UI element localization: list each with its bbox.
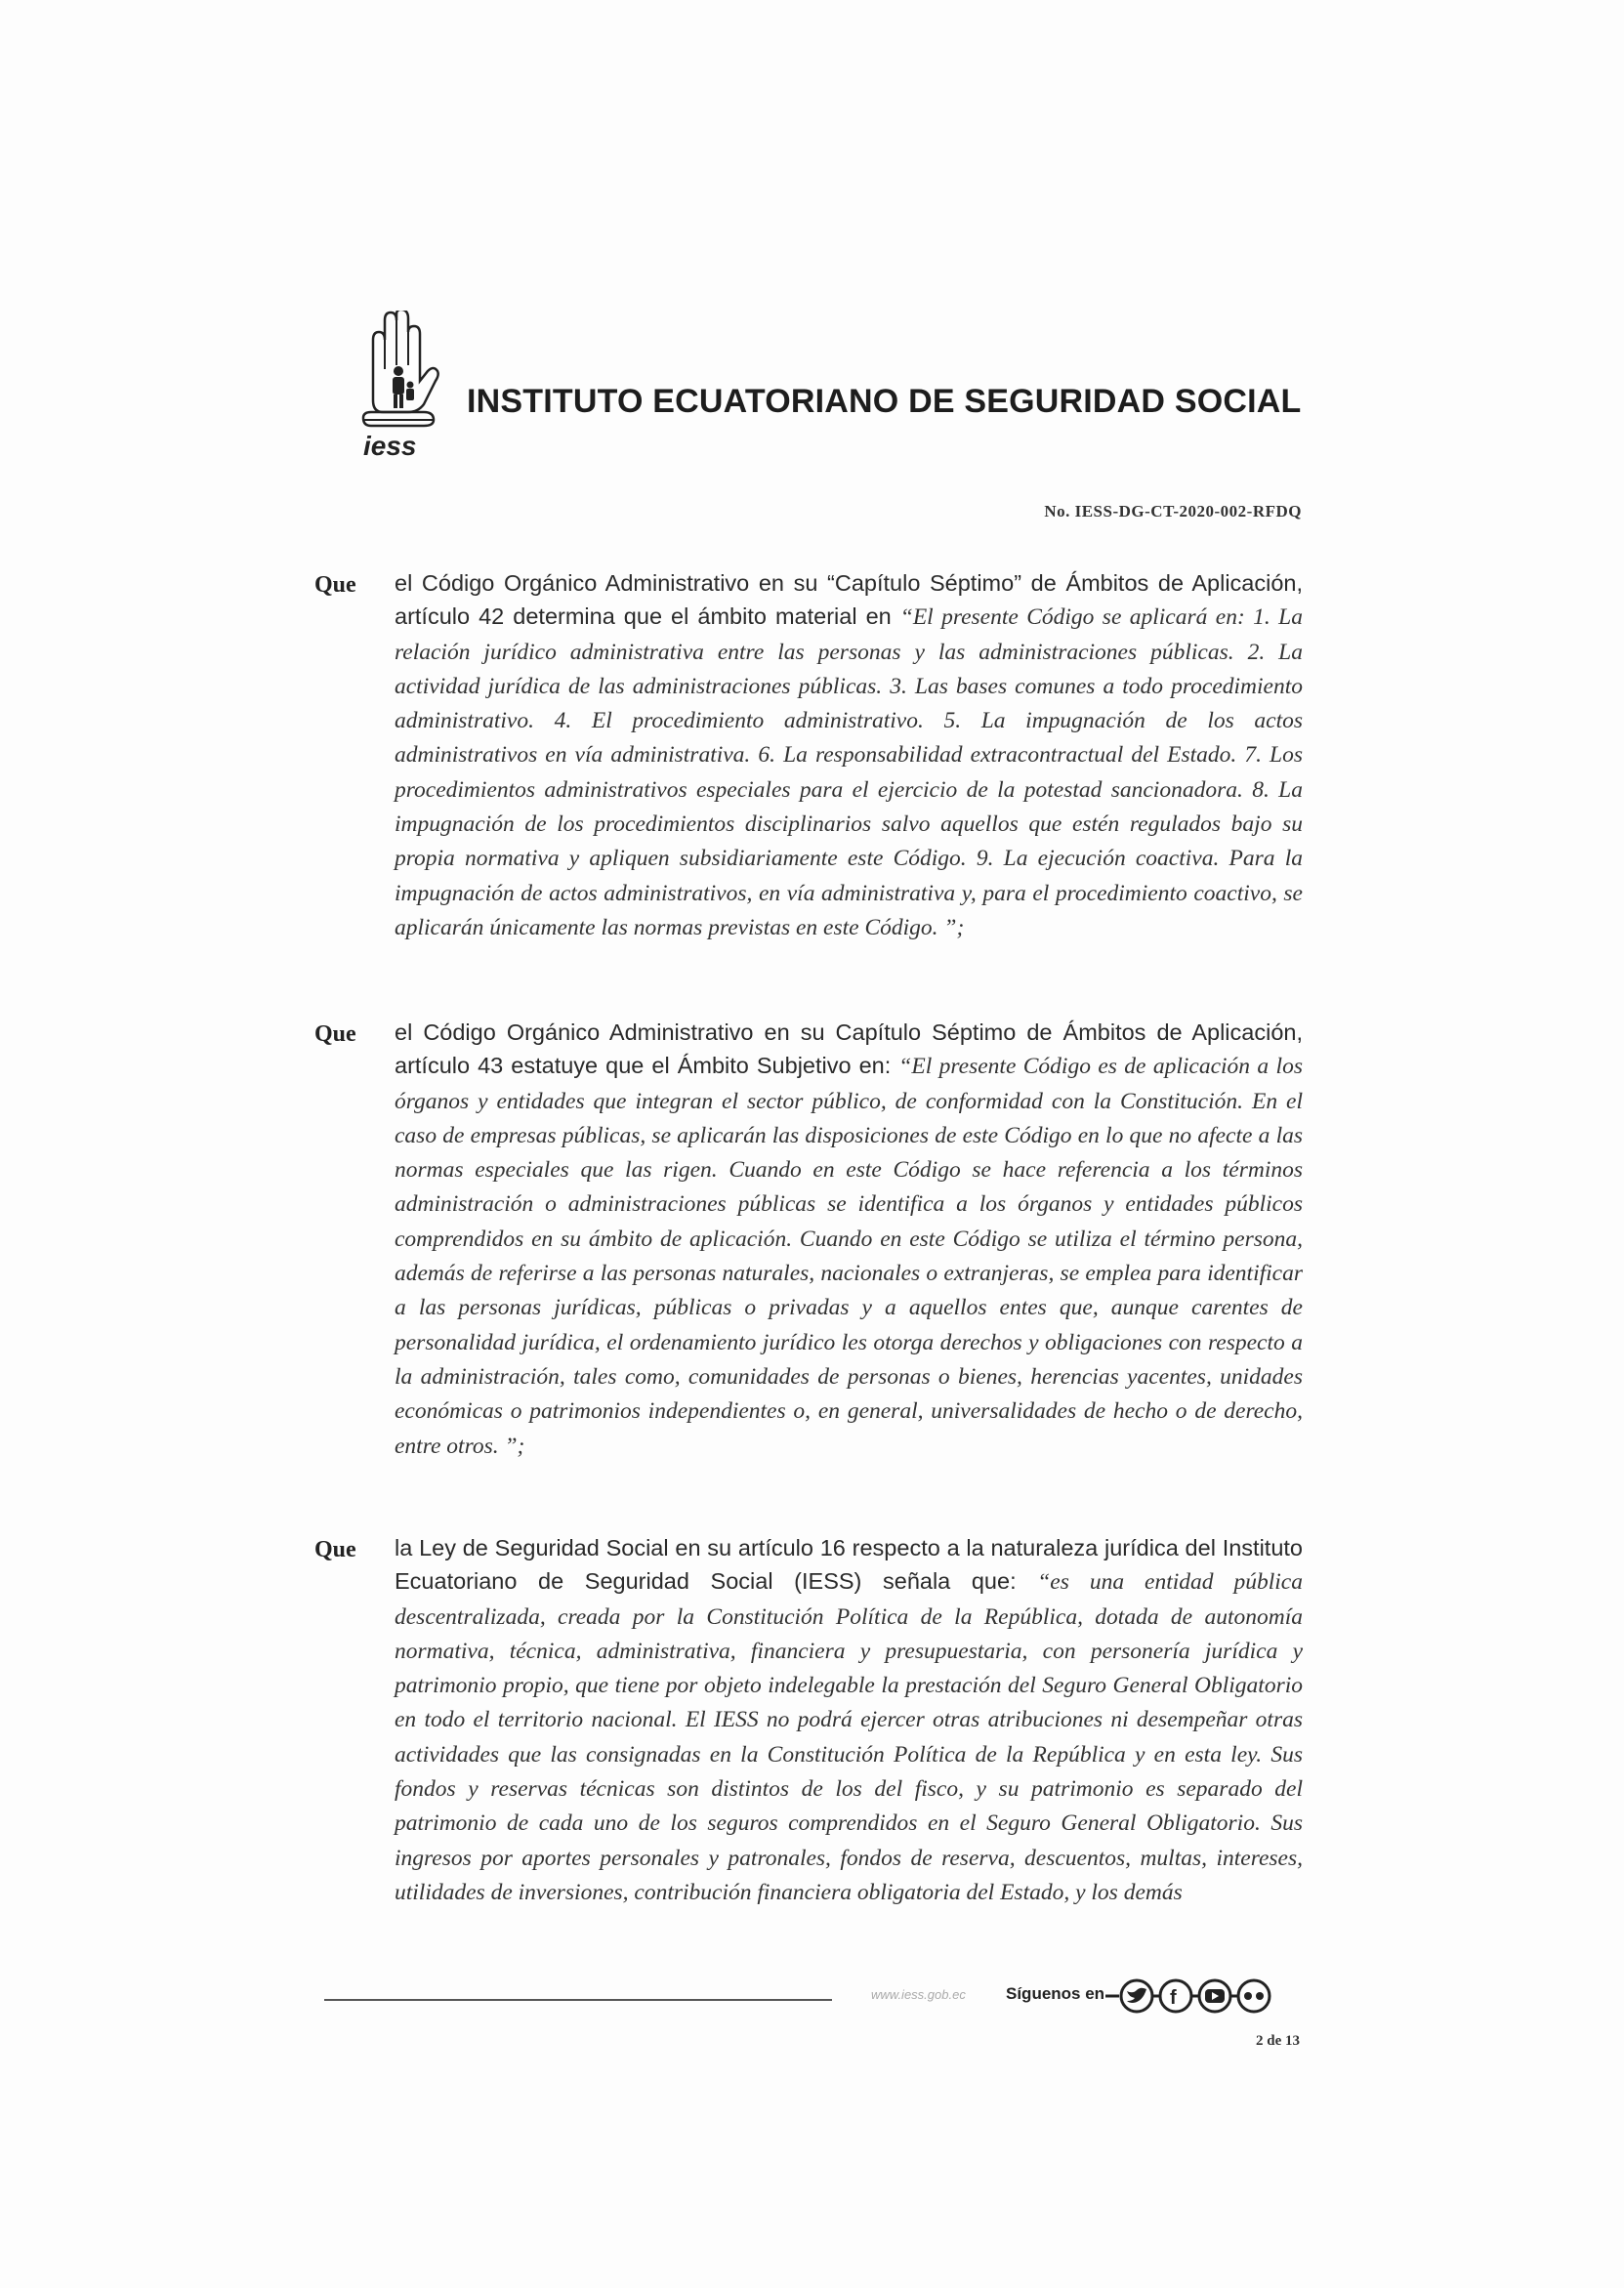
clause-label: Que <box>314 1537 356 1562</box>
flickr-icon[interactable] <box>1238 1980 1270 2012</box>
iess-logo-icon <box>359 311 439 467</box>
clause-quote: “El presente Código se aplicará en: 1. La relación jurídico administrativa entre las personas y las administraciones públicas. 2. La actividad jurídica de las administraciones públicas. 3. Las bases comunes a todo procedimiento administrativo. 4. El procedimiento administrativo. 5. La impugnación de los actos administrativos en vía administrativa. 6. La responsabilidad extracontractual del Estado. 7. Los procedimientos administrativos especiales para el ejercicio de la potestad sancionadora. 8. La impugnación de los procedimientos disciplinarios salvo aquellos que estén regulados bajo su propia normativa y apliquen subsidiariamente este Código. 9. La ejecución coactiva. Para la impugnación de actos administrativos, en vía administrativa y, para el procedimiento coactivo, se aplicarán únicamente las normas previstas en este Código. ”; <box>395 604 1303 940</box>
clause-plain-text: el Código Orgánico Administrativo en su “Capítulo Séptimo” de Ámbitos de Aplicación, artículo 42 determina que el ámbito material en <box>395 570 1303 630</box>
twitter-icon[interactable] <box>1121 1980 1152 2012</box>
clause-text <box>395 1016 1303 1463</box>
clause-text <box>395 566 1303 944</box>
facebook-icon[interactable] <box>1160 1980 1191 2012</box>
website-link[interactable]: www.iess.gob.ec <box>871 1987 966 2002</box>
clause-plain-text: la Ley de Seguridad Social en su artículo 16 respecto a la naturaleza jurídica del Instituto Ecuatoriano de Seguridad Social (IESS) señala que: <box>395 1535 1303 1595</box>
clause-label: Que <box>314 572 356 598</box>
document-number: No. IESS-DG-CT-2020-002-RFDQ <box>1044 502 1302 520</box>
logo-wordmark: iess <box>363 431 417 461</box>
clause-quote: “es una entidad pública descentralizada, creada por la Constitución Política de la República, dotada de autonomía normativa, técnica, administrativa, financiera y presupuestaria, con personería jurídica y patrimonio propio, que tiene por objeto indelegable la prestación del Seguro General Obligatorio en todo el territorio nacional. El IESS no podrá ejercer otras atribuciones ni desempeñar otras actividades que las consignadas en la Constitución Política de la República y en esta ley. Sus fondos y reservas técnicas son distintos de los del fisco, y su patrimonio es separado del patrimonio de cada uno de los seguros comprendidos en el Seguro General Obligatorio. Sus ingresos por aportes personales y patronales, fondos de reserva, descuentos, multas, intereses, utilidades de inversiones, contribución financiera obligatoria del Estado, y los demás <box>395 1569 1303 1905</box>
page-number: 2 de 13 <box>1256 2033 1300 2049</box>
svg-text:f: f <box>1170 1987 1177 2009</box>
institution-title: INSTITUTO ECUATORIANO DE SEGURIDAD SOCIAL <box>467 383 1302 420</box>
clause-quote: “El presente Código es de aplicación a los órganos y entidades que integran el sector público, de conformidad con la Constitución. En el caso de empresas públicas, se aplicarán las disposiciones de este Código en lo que no afecte a las normas especiales que las rigen. Cuando en este Código se hace referencia a los términos administración o administraciones públicas se identifica a los órganos y entidades públicos comprendidos en su ámbito de aplicación. Cuando en este Código se utiliza el término persona, además de referirse a las personas naturales, nacionales o extranjeras, se emplea para identificar a las personas jurídicas, públicas o privadas y a aquellos entes que, aunque carentes de personalidad jurídica, el ordenamiento jurídico les otorga derechos y obligaciones con respecto a la administración, tales como, comunidades de personas o bienes, herencias yacentes, unidades económicas o patrimonios independientes o, en general, universalidades de hecho o de derecho, entre otros. ”; <box>395 1054 1303 1459</box>
footer-rule <box>324 1999 832 2001</box>
clause-plain-text: el Código Orgánico Administrativo en su Capítulo Séptimo de Ámbitos de Aplicación, artículo 43 estatuye que el Ámbito Subjetivo en: <box>395 1019 1303 1079</box>
social-icons <box>1105 1976 1301 2016</box>
follow-label: Síguenos en <box>1006 1984 1105 2003</box>
clause-label: Que <box>314 1021 356 1047</box>
clause-text <box>395 1531 1303 1909</box>
youtube-icon[interactable] <box>1199 1980 1230 2012</box>
